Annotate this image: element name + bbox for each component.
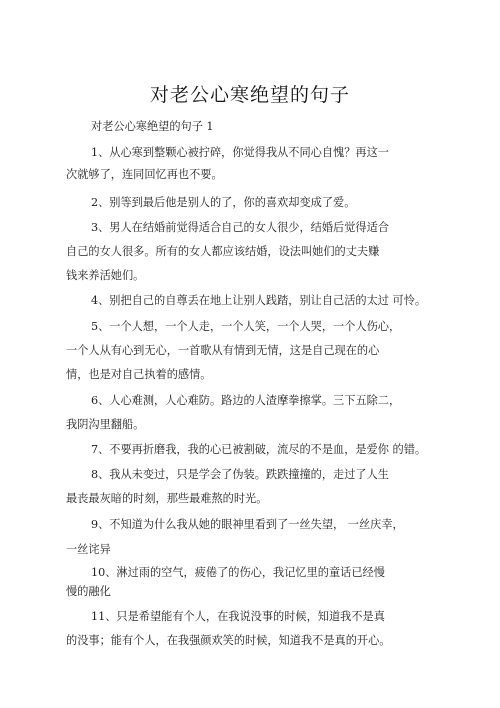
text-line: 次就够了，连同回忆再也不要。 [66, 168, 223, 181]
text-line: 一个人从有心到无心，一首歌从有情到无情，这是自己现在的心 [66, 344, 380, 357]
text-line: 1、从心寒到整颗心被拧碎，你觉得我从不同心自愧？再这一 [91, 146, 389, 159]
text-line: 9、不知道为什么我从她的眼神里看到了一丝失望， 一丝庆幸， [91, 518, 404, 531]
text-line: 6、人心难测，人心难防。路边的人渣摩拳擦掌。三下五除二， [91, 394, 401, 407]
text-line: 8、我从未变过，只是学会了伪装。跌跌撞撞的，走过了人生 [91, 468, 389, 481]
document-title: 对老公心寒绝望的句子 [149, 84, 350, 106]
text-line: 7、不要再折磨我，我的心已被割破，流尽的不是血，是爱你 的错。 [91, 443, 427, 456]
text-line: 5、一个人想，一个人走，一个人笑，一个人哭，一个人伤心， [91, 320, 401, 333]
section-subtitle: 对老公心寒绝望的句子 1 [91, 120, 214, 133]
text-line: 情，也是对自己执着的感情。 [66, 368, 212, 381]
text-line: 钱来养活她们。 [66, 269, 145, 282]
text-line: 自己的女人很多。所有的女人都应该结婚，设法叫她们的丈夫赚 [66, 245, 380, 258]
text-line: 3、男人在结婚前觉得适合自己的女人很少，结婚后觉得适合 [91, 221, 389, 234]
text-line: 慢的融化 [66, 585, 111, 598]
text-line: 一丝诧异 [66, 543, 111, 556]
text-line: 的没事；能有个人，在我强颜欢笑的时候，知道我不是真的开心。 [66, 634, 391, 647]
text-line: 2、别等到最后他是别人的了，你的喜欢却变成了爱。 [91, 196, 356, 209]
text-line: 10、淋过雨的空气，疲倦了的伤心，我记忆里的童话已经慢 [91, 566, 385, 579]
text-line: 11、只是希望能有个人，在我说没事的时候，知道我不是真 [91, 610, 385, 623]
text-line: 我阴沟里翻船。 [66, 418, 145, 431]
text-line: 4、别把自己的自尊丢在地上让别人践踏，别让自己活的太过 可怜。 [91, 294, 427, 307]
text-line: 最丧最灰暗的时刻，那些最难熬的时光。 [66, 492, 268, 505]
